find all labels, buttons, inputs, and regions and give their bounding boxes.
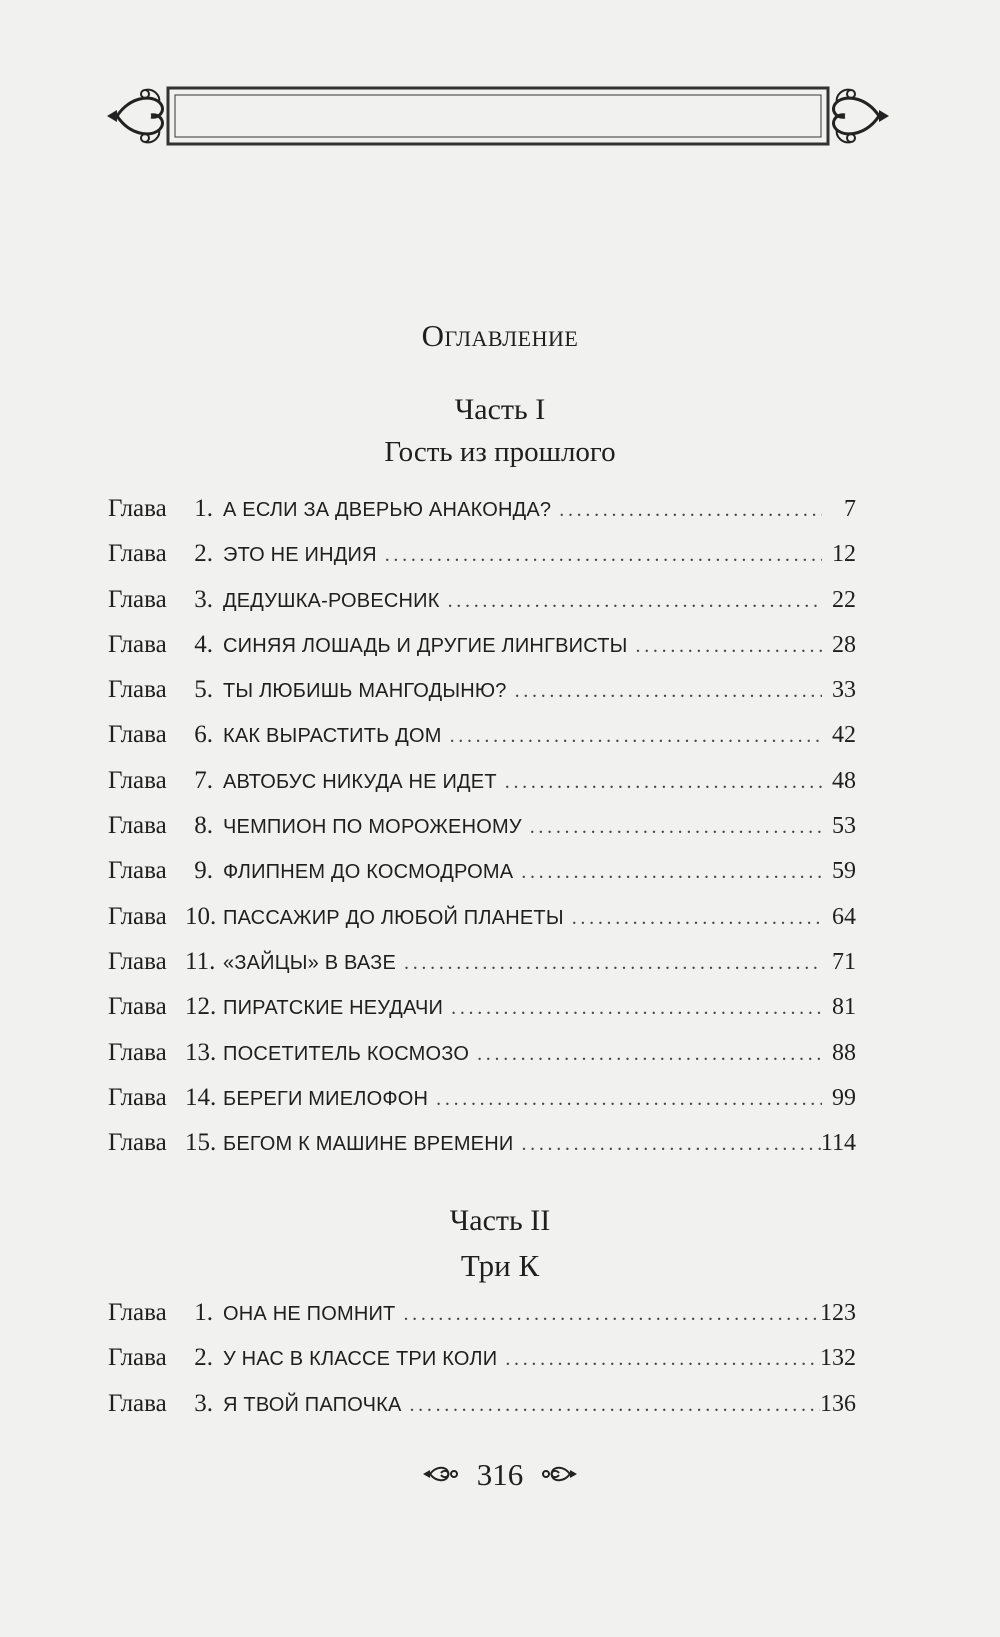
chapter-page-number: 42 bbox=[832, 722, 856, 749]
chapter-prefix: Глава bbox=[108, 902, 167, 930]
toc-row[interactable] bbox=[108, 1300, 856, 1345]
chapter-prefix: Глава bbox=[108, 1038, 167, 1066]
chapter-page-number: 136 bbox=[820, 1390, 856, 1417]
chapter-page-number: 28 bbox=[832, 631, 856, 658]
chapter-page-number: 71 bbox=[832, 948, 856, 975]
toc-row[interactable] bbox=[108, 768, 856, 813]
chapter-number: 10. bbox=[185, 902, 217, 930]
chapter-title: ПОСЕТИТЕЛЬ КОСМОЗО bbox=[223, 1042, 470, 1065]
chapter-page-number: 132 bbox=[820, 1345, 856, 1372]
dot-leader bbox=[451, 998, 822, 1018]
chapter-number: 1. bbox=[194, 495, 213, 522]
dot-leader bbox=[515, 681, 822, 701]
chapter-title: А ЕСЛИ ЗА ДВЕРЬЮ АНАКОНДА? bbox=[223, 499, 552, 521]
toc-row[interactable] bbox=[108, 949, 856, 994]
chapter-title: ПИРАТСКИЕ НЕУДАЧИ bbox=[223, 997, 444, 1020]
toc-row[interactable] bbox=[108, 813, 856, 858]
toc-row[interactable] bbox=[108, 1085, 856, 1130]
chapter-title: ОНА НЕ ПОМНИТ bbox=[223, 1303, 396, 1325]
toc-row[interactable] bbox=[108, 1345, 856, 1390]
toc-row[interactable] bbox=[108, 541, 856, 586]
dot-leader bbox=[559, 500, 822, 520]
chapter-page-number: 64 bbox=[832, 903, 856, 930]
dot-leader bbox=[521, 1134, 820, 1154]
chapter-title: ПАССАЖИР ДО ЛЮБОЙ ПЛАНЕТЫ bbox=[223, 906, 564, 929]
chapter-page-number: 33 bbox=[832, 677, 856, 704]
chapter-page-number: 88 bbox=[832, 1039, 856, 1066]
right-fleuron-icon bbox=[537, 1462, 579, 1486]
chapter-number: 1. bbox=[194, 1299, 213, 1326]
chapter-prefix: Глава bbox=[108, 766, 167, 794]
chapter-title: ДЕДУШКА-РОВЕСНИК bbox=[223, 589, 440, 612]
dot-leader bbox=[409, 1395, 820, 1415]
chapter-number: 4. bbox=[194, 630, 213, 658]
toc-row[interactable] bbox=[108, 994, 856, 1039]
chapter-number: 13. bbox=[185, 1038, 217, 1066]
chapter-page-number: 7 bbox=[844, 496, 856, 522]
page-footer bbox=[0, 1454, 1000, 1494]
chapter-title: БЕРЕГИ МИЕЛОФОН bbox=[223, 1087, 429, 1110]
dot-leader bbox=[385, 545, 822, 565]
chapter-page-number: 114 bbox=[820, 1130, 856, 1157]
toc-row[interactable] bbox=[108, 722, 856, 767]
chapter-prefix: Глава bbox=[108, 1344, 167, 1372]
chapter-number: 3. bbox=[194, 585, 213, 613]
chapter-title: У НАС В КЛАССЕ ТРИ КОЛИ bbox=[223, 1348, 498, 1371]
chapter-number: 6. bbox=[194, 721, 213, 749]
part-2-subtitle: Три К bbox=[460, 1248, 540, 1283]
dot-leader bbox=[477, 1044, 822, 1064]
toc-row[interactable] bbox=[108, 677, 856, 722]
dot-leader bbox=[450, 726, 822, 746]
chapter-number: 2. bbox=[194, 1344, 213, 1372]
toc-row[interactable] bbox=[108, 1391, 856, 1436]
chapter-title: Я ТВОЙ ПАПОЧКА bbox=[223, 1393, 402, 1416]
part-2-chapter-list bbox=[108, 1300, 856, 1436]
chapter-prefix: Глава bbox=[108, 857, 167, 885]
header-ornament bbox=[103, 80, 893, 152]
toc-row[interactable] bbox=[108, 632, 856, 677]
chapter-prefix: Глава bbox=[108, 585, 167, 613]
dot-leader bbox=[521, 862, 822, 882]
chapter-prefix: Глава bbox=[108, 1389, 167, 1417]
toc-row[interactable] bbox=[108, 587, 856, 632]
chapter-prefix: Глава bbox=[108, 1299, 167, 1326]
chapter-title: ТЫ ЛЮБИШЬ МАНГОДЫНЮ? bbox=[223, 680, 507, 703]
chapter-title: ЧЕМПИОН ПО МОРОЖЕНОМУ bbox=[223, 816, 522, 839]
page-number: 316 bbox=[476, 1456, 524, 1492]
part-1-chapter-list bbox=[108, 496, 856, 1175]
chapter-prefix: Глава bbox=[108, 721, 167, 749]
chapter-prefix: Глава bbox=[108, 676, 167, 704]
chapter-title: СИНЯЯ ЛОШАДЬ И ДРУГИЕ ЛИНГВИСТЫ bbox=[223, 634, 628, 657]
dot-leader bbox=[530, 817, 822, 837]
chapter-number: 7. bbox=[194, 766, 213, 794]
chapter-page-number: 22 bbox=[832, 586, 856, 613]
chapter-page-number: 81 bbox=[832, 994, 856, 1021]
chapter-page-number: 99 bbox=[832, 1084, 856, 1111]
chapter-number: 11. bbox=[185, 947, 216, 975]
toc-title: Оглавление bbox=[421, 318, 579, 353]
part-1-subtitle: Гость из прошлого bbox=[384, 436, 616, 468]
chapter-page-number: 53 bbox=[832, 813, 856, 840]
chapter-number: 15. bbox=[185, 1129, 217, 1157]
chapter-prefix: Глава bbox=[108, 993, 167, 1021]
chapter-title: БЕГОМ К МАШИНЕ ВРЕМЕНИ bbox=[223, 1133, 514, 1156]
toc-row[interactable] bbox=[108, 1130, 856, 1175]
chapter-title: ЭТО НЕ ИНДИЯ bbox=[223, 544, 377, 567]
toc-row[interactable] bbox=[108, 496, 856, 541]
chapter-page-number: 12 bbox=[832, 541, 856, 568]
chapter-title: КАК ВЫРАСТИТЬ ДОМ bbox=[223, 725, 442, 748]
chapter-prefix: Глава bbox=[108, 1129, 167, 1157]
chapter-number: 3. bbox=[194, 1389, 213, 1417]
part-2-label: Часть II bbox=[449, 1204, 551, 1237]
chapter-title: «ЗАЙЦЫ» В ВАЗЕ bbox=[223, 951, 397, 974]
dot-leader bbox=[403, 1304, 820, 1324]
dot-leader bbox=[448, 591, 822, 611]
dot-leader bbox=[505, 772, 822, 792]
chapter-number: 12. bbox=[185, 993, 217, 1021]
chapter-number: 9. bbox=[194, 857, 213, 885]
chapter-title: АВТОБУС НИКУДА НЕ ИДЕТ bbox=[223, 770, 497, 793]
chapter-prefix: Глава bbox=[108, 630, 167, 658]
chapter-number: 5. bbox=[194, 676, 213, 704]
left-fleuron-icon bbox=[421, 1462, 463, 1486]
dot-leader bbox=[404, 953, 822, 973]
toc-row[interactable] bbox=[108, 1040, 856, 1085]
toc-row[interactable] bbox=[108, 904, 856, 949]
part-1-label: Часть I bbox=[454, 393, 546, 426]
chapter-number: 2. bbox=[194, 540, 213, 568]
dot-leader bbox=[572, 908, 822, 928]
scroll-frame-icon bbox=[103, 80, 893, 152]
chapter-prefix: Глава bbox=[108, 1083, 167, 1111]
chapter-number: 8. bbox=[194, 812, 213, 840]
dot-leader bbox=[636, 636, 822, 656]
chapter-prefix: Глава bbox=[108, 540, 167, 568]
chapter-page-number: 59 bbox=[832, 858, 856, 885]
chapter-page-number: 48 bbox=[832, 767, 856, 794]
dot-leader bbox=[436, 1089, 822, 1109]
chapter-prefix: Глава bbox=[108, 947, 167, 975]
chapter-prefix: Глава bbox=[108, 812, 167, 840]
chapter-title: ФЛИПНЕМ ДО КОСМОДРОМА bbox=[223, 861, 514, 884]
chapter-page-number: 123 bbox=[820, 1300, 856, 1326]
dot-leader bbox=[505, 1349, 820, 1369]
toc-row[interactable] bbox=[108, 858, 856, 903]
chapter-prefix: Глава bbox=[108, 495, 167, 522]
chapter-number: 14. bbox=[185, 1083, 217, 1111]
